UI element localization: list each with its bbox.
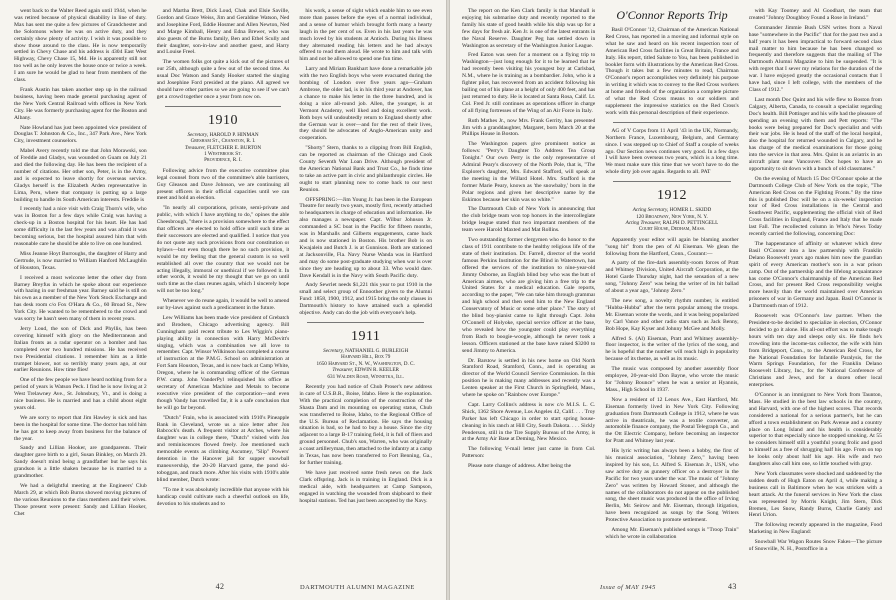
secretary-address: 120 Broadway, New York, N. Y. [636,213,708,220]
paragraph: Mabel Avery recently told me that John Morawski, son of Freddie and Gladys, was wounded on Guam on July 21 and died the following day. He has been the recipient of a number of citations. Her other son, Peter, is in the Army, and is expected to leave shortly for overseas service. Gladys herself is the Elizabeth Arden representative in Lima, Peru, where that company is putting up a large building to handle its South American interests. Freddie is [14,148,147,203]
paragraph: We had a delightful meeting at the Engineers' Club March 29, at which Bob Burns showed moving pictures of the various Reunions to the class members and their wives. Those present were present: Sandy and Lillian Hooker, Chet [14,483,147,517]
paragraph: We are sorry to report that Jim Hawley is sick and has been in the hospital for some time. The doctor has told him he has got to keep away from business for the balance of the year. [14,414,147,442]
paragraph: Dr. Barstow is settled in his new home on Old North Stamford Road, Stamford, Conn., and is operating as director of the World Council Service Commission. In this position he is making many addresses and recently was a Lenten speaker at the First Church in Springfield, Mass., where he spoke on "Rainbow over Europe." [462,357,596,399]
section-1912-paras [605,237,738,541]
left-col-2-top-paras [157,8,290,101]
left-col-1-paras [14,8,147,518]
right-col-1 [462,8,595,574]
paragraph: Commander Jimmie Bush USN writes from a Naval base "somewhere in the Pacific" that for the past two and a half years it has been impractical to forward second class mail matter to him because he has been changed so frequently and therefore suggests that the mailing of The Dartmouth Alumni Magazine to him be suspended. "It is with regret that I sever my relations for the duration of the war. I have enjoyed greatly the occasional contacts that I have had, since I left college, with the members of the Class of 1912." [748,24,882,93]
left-page-number: 42 [215,582,225,591]
class-year-1910: 1910 [208,112,238,128]
paragraph: AG of V Corps from 11 April '43 in the UK, Normandy, Northern France, Luxembourg, Belgium, and Germany since. I was stepped up to Chief of Staff a couple of weeks ago. Our Section news continues very good. In a few days I will have been overseas two years, which is a long time. We must make sure this time that we won't have to do the whole dirty job over again. Regards to all. PAT [605,127,739,176]
paragraph: The women folks got quite a kick out of the pictures of our 25th, although quite a few out of the second time. As usual Doc Watson and Sandy Hooker started the singing and Josephine Ford presided at the piano. All agreed we should have other parties so we are going to see if we can't get a crowd together once a year from now on. [156,59,290,100]
section-divider [307,322,424,323]
paragraph: Andy Sewrlet needs $1,221 this year to put 1910 in the small and select group of Ennoother givers to the Alumni Fund: 1858, 1900, 1912, and 1915 bring the only classes in Dartmouth's history to have attained such a splendid objective. Andy can do the job with everyone's help. [299,282,433,317]
paragraph: The following recently appeared in the magazine, Food Marketing in New England: [748,522,882,536]
right-col-2 [605,8,738,574]
paragraph: went back to the Walter Reed again until 1944, when he was retired because of physical disability in line of duty. Max has sent me quite a few pictures of Grandchester and the Solomons where he was on active duty, and they certainly show plenty of activity. I wish it was possible to show those around to the class. He is now temporarily settled in Chevy Chase and his address is 4304 East West Highway, Chevy Chase 15, Md. He is apparently still not too well as he only leaves the house once or twice a week. I am sure he would be glad to hear from members of the class. [14,8,147,84]
right-page-number: 43 [728,582,737,591]
paragraph: Ruth Mathes Jr., now Mrs. Frank Gerrity, has presented Jim with a granddaughter, Margaret, born March 20 at the Phillips House in Boston. [462,117,596,138]
paragraph: I received a most welcome letter the other day from Barney Breyfus in which he spoke about our experience with hazing in our freshman year. Barney said he is still on his own as a member of the New York Stock Exchange and has desk room c/o Fox O'Hara & Co., 60 Broad St., New York City. He wanted to be remembered to the crowd and was sorry he hasn't seen many of them in recent years. [14,274,147,323]
paragraph: OFFSPRING:—Jim Young Jr. has been in the European Theatre for nearly two years, mostly first, recently attached to headquarters in charge of education and information. He also manages a newspaper. Capt. Wilbur Johnson Jr. commanded a SC boat in the Pacific for fifteen months, was in Marshalls and Gilberts engagements, came back and is now stationed in Boston. His brother Bob is on Kwajalein and Butch J. is at Gunnison. Both are stationed at Jacksonville, Fla. Navy Nurse Wanda was in Hartford and may do some post-graduate studying when war is over since they are heading up to about 33. Who would dare. Dave Kendall is in the Navy with South Pacific duty. [299,196,433,279]
paragraph: A party of the fire-dark assembly-room forces of Pratt and Whitney Division, United Aircraft Corporation, at the Hotel Garde Thursday night, had the sensation of a new song, "Johnny Zero" was being the writer of its hit ballad of about a year ago, "Johnny Zero." [605,260,739,295]
paragraph: "Shorty" Stern, thanks to a clipping from Bill English, can be reported as chairman of the Chicago and Cook County Seventh War Loan Drive. Although president of the American National Bank and Trust Co., he finds time to take an active part in civic and philanthropic circles. He ought to start planning now to come back to our next Reunion. [299,145,433,193]
paragraph: Among Mr. Eiseman's published songs is "Troop Train" which he wrote in collaboration [605,527,739,540]
treasurer-line: Treasurer, FLETCHER E. BURTON [184,144,262,151]
treasurer-address: 1 Westbrook St. [204,151,242,157]
vmail-paras [605,128,738,176]
paragraph: One of the few people we have heard nothing from for a period of years is Watson Peck. I find he is now living at 2 West Trelawney Ave., St. Johnsbury, Vt., and is doing a nice business. He is married and has a child about eight years old. [14,377,147,411]
paragraph: The new song, a novelty rhythm number, is entitled "Hubba-Hubba" after the term popular among the troops. Mr. Eiseman wrote the words, and it was being popularized by Carl Vance and other radio stars such as Jack Benny, Bob Hope, Kay Kyser and Johnny McGee and Molly. [605,298,739,332]
paragraph: New York classmates were shocked and saddened by the sudden death of Hugh Eaton on April 4, while making a business call in Baltimore when he was stricken with a heart attack. At the funeral services in New York the class was represented by Morris Knight, Jim Stern, Dick Bremen, Les Snow, Randy Burns, Charlie Gately and Henri Urion. [748,471,882,519]
article-divider [613,122,730,123]
paragraph: We have just received some fresh news on the Jack Clark offspring. Jack is in training in England. Dick is a medical aide, with headquarters at Camp Sampson, engaged in watching the wounded from shipboard to their hospital stations. Ted has just been accepted by the Navy. [299,469,433,504]
secretary-address: Harvard Hill, Box 79 [340,354,391,361]
paragraph: Jerry Loud, the son of Dick and Phyllis, has been covering himself with glory on the Mediterranean and Italian fronts as a radar operator on a bomber and has completed over two hundred missions. He has received two Presidential citations. I remember him as a little trumpet blower, not so terribly many years ago, at our earlier Reunions. How time flies! [14,325,147,374]
paragraph: Larry and Miriam Bankhart have done a remarkable job with the two English boys who were evacuated during the bombing of London over five years ago—Graham Ambrose, the older lad, is in his third year at Andover, has a chance to make his letter in the three hundred, and is doing a nice all-round job. Allen, the younger, is at Vermont Academy, well liked and doing excellent work. Both boys will undoubtedly return to England shortly after the German war is over—and for the rest of their lives, they should be advocates of Anglo-American unity and cooperation. [299,66,433,142]
left-col-1 [14,8,147,574]
paragraph: and Martha Brett, Dick Loud, Chak and Elsie Saville, Gordon and Grace Weiss, Jim and Geraldine Watson, Ned and Josephine Ford, Eddie Hosmer and Allen Newton, Ned and Marge Kimball, Henry and Edna Brewer, who was also guests of the Burns family, Ben and Ethel Scully and their daughter, son-in-law and another guest, and Harry and Louise Freel. [156,8,290,56]
paragraph: his work, a sense of sight which enable him to see even more than passes before the eyes of a normal individual, and a sense of humor which brought forth many a hearty laugh in the per cent of us. Even in his last years he was much loved by his students at Antioch. During his illness they alternated reading his letters and he had always offered to read them aloud. He wrote to him and talk with him and not be allowed to spend one fun time. [299,8,433,63]
left-col-3-top-paras [299,8,432,317]
right-page [450,0,896,600]
left-col-2 [157,8,290,574]
secretary-address: Gresham St., Cranston, R. I. [190,138,256,145]
treasurer-address: Court House, Dedham, Mass. [638,226,706,233]
treasurer-line: Acting Treasurer, RALPH D. PETTINGELL [625,219,719,226]
paragraph: "Dutch" Frain, who is associated with 1910's Pineapple Bank in Cleveland, wrote us a nice letter after Jon Babcock's death. A frequent visitor at Arches, where his daughter was in college there, "Dutch" visited with Jon and reminiscences flowed freely. Joe mentioned such memorable events as climbing Ascutney, "Slip" Powers' detention in the Hanover jail for supper snowball maneuvership, the 20-20 Harvard game, the pond ski-toboggan, and much more. After his visits with 1910's able blind member, Dutch wrote: [156,414,290,483]
secretary-line: Acting Secretary, HOMER L. SKIDD [632,207,712,214]
right-col-3-paras [749,8,882,553]
section-1911-paras [299,384,432,504]
paragraph: Apparently your editor will again be blaming another "song hit" from the pen of Al Eiseman. We glean the following from the Hartford, Conn., Courant:— [605,236,739,257]
treasurer-city: Providence, R. I. [204,157,242,164]
paragraph: His lyric writing has always been a hobby, the first of his musical association, "Johnny Zero," having been inspired by his son, Lt. Alfred S. Eiseman Jr., USN, who saw active duty as gunnery officer on a destroyer in the Pacific for two years under the war. The music of "Johnny Zero" was written by Howard Stoner, and although the names of the collaborators do not appear on the published song, the sheet music was produced in the office of Irving Berlin, Mr. Seirow and Mr. Eiseman, through litigation, have been recognized as songs by the Song Writers Protective Association to promote settlement. [605,448,739,524]
paragraph: with Kay Toomey and Al Goodhart, the team that created "Johnny Doughboy Found a Rose in Ireland." [748,8,882,21]
paragraph: The Dartmouth Club of New York in announcing that the club bridge team won top honors in the intercollegiate bridge league stated that two important members of the team were Harold Maxted and Mat Rollins. [462,206,596,234]
treasurer-address: 631 Walden Road, Winnetka, Ill. [327,373,404,380]
paragraph: "In nearly all corporations, private, semi-private and public, with which I have anything to do," opines the able Cheesbrough, "there is a provision somewhere to the effect that officers are elected to hold office until such time as their successors are elected and qualified. I notice that you do not quote any such provisions from our constitution or bylaws—but even though there be no such provision, it would be my feeling that the general custom is so well established all over the country that we would not be acting illegally, immoral or unethical if we followed it. In other words, it would be my thought that we go on until such time as the class reunes again, which I sincerely hope will not be too long." [156,205,290,295]
treasurer-line: Treasurer, EDWIN R. KEELER [332,367,399,374]
issue-label: Issue of MAY 1945 [600,584,656,591]
class-year-1912: 1912 [656,188,687,204]
paragraph: Whenever we do reune again, it would be well to amend our by-laws against such a predicament in the future. [156,298,290,312]
paragraph: Nate Howland has just been appointed vice president of Douglas T. Johnston & Co., Inc., 347 Park Ave., New York City, investment counselors. [14,124,147,145]
paragraph: O'Connor is an immigrant to New York from Taunton, Mass. He studied in the best law schools in the country, and Harvard, with one of the highest scores. That records considered a national for a serious partner's, but he can afford a town establishment on Park Avenue and a country place on Long Island and his health is considerably superior to that especially since he stopped smoking. At 55 he considers himself still a youthful young frolic and good to himself as a free of shrugging half his age. From on top he looks only about half his age. His wife and two daughters also call him one, so little touched with gray. [748,392,882,468]
paragraph: Now a resident of 12 Lenox Ave., East Hartford, Mr. Eiseman formerly lived in New York City. Following graduation from Dartmouth College in 1912, where he was active in theatricals, he was a textile converter, an automobile finance company, the Postal Telegraph Co., and the Ott Electric Company, before becoming an inspector for Pratt and Whitney last year. [605,396,739,445]
paragraph: Capt. Larry Collins's address is now c/o M.I.S. L. C. Shick, 1362 Shore Avenue, Los Angeles 42, Calif. . . . Troy Parker has left Chicago in order to start spring house-cleaning in his ranch at Hill City, South Dakota. . . . Sickly Penderson, still in the Tire Supply Bureau of the Army, is at the Army Air Base at Deming, New Mexico. [462,401,596,443]
paragraph: Lew Williams has been made vice president of Grebatch and Brodsen, Chicago advertising agency. Bill Cunningham paid recent tribute to Les Wiggin's piano-playing ability in connection with Harry McDevitt's singing, which was a combination we all love to remember. Capt. Winsor Wilkinson has completed a course of instruction at the P.M.G. School on administration at Fort Sam Houston, Texas, and is now back at Camp White, Oregon, where he is commanding officer of the German P.W. camp. John VanderPyl relinquished his office as secretary of American Machine and Metals to become executive vice president of the corporation—and even though Vandy has travelled far, it is a safe conclusion that he will go far beyond. [156,314,290,411]
paragraph: The music was composed by another assembly floor employee, 20-year-old Don Bayne, who wrote the music for "Johnny Bounce" when he was a senior at Hyannis, Mass., High School in 1937. [605,366,739,393]
secretary-line: Secretary, NATHANIEL G. BURLEIGH [323,347,409,354]
left-page [0,0,446,600]
secretary-city: 1650 Harvard St., N. W., Washington, D. C. [316,360,415,367]
paragraph: Miss Jeanne Hoyt Burroughs, the daughter of Harry and Gertrude, is now married to William Hanford McLaughlin of Houston, Texas. [14,250,147,271]
paragraph: Sandy and Lillian Hooker, are grandparents. Their daughter gave birth to a girl, Susan Binkley, on March 29. Sandy doesn't mind being a grandfather but he says his grandson is a little shaken because he is married to a grandmother. [14,445,147,480]
section-1910-paras [157,168,290,508]
magazine-name: DARTMOUTH ALUMNI MAGAZINE [300,584,415,591]
right-col-3 [749,8,882,574]
paragraph: Frank Austin has taken another step up in the railroad business, having been made general purchasing agent of the New York Central Railroad with offices in New York City. He was formerly purchasing agent for the Boston and Albany. [14,86,147,121]
paragraph: Recently you had notice of Chub Proser's new address in care of U.S.B.R., Boise, Idaho. Here is the explanation. With the practical completion of the construction of the Shasta Dam and its mounting on operating status, Chub was transferred to Boise, Idaho, to the Regional Office of the U.S. Bureau of Reclamation. He says the housing situation is bad, so he had to buy a house. Since the city adjacent to a large B-17 training field, it is full of fliers and ground personnel. Chub's son, Warren, who was originally a coast artilleryman, then attached to the infantry at a camp in Texas, has now been transferred to Fort Benning, Ga., for further training. [299,384,433,466]
paragraph: Alfred S. (Al) Eiseman, Pratt and Whitney assembly-floor inspector, is the writer of the lyrics of the song, and he is hopeful that the number will reach high in popularity because of its theme, as well as its music. [605,335,739,363]
paragraph: Two outstanding former clergymen who do honor to the class of 1911 contribute to the healthy religious life of the state of their institution. Dr. Farrell, director of the world famous Perkins Institution for the Blind in Watertown, has offered the services of the institution to nine-year-old Jimmy Osborne, an English blind boy who was the butt of American airmen, who are giving him a free trip to the United States for a medical education. Gale reports, according to the paper, "We can take him through grammar and high school and then send him to the New England Conservatory of Music or some other place." The story of the blind boy-pianist came to light through Capt. John O'Connell of Holyoke, special service officer at the base, who revealed how the youngster could play everything from Bach to boogie-woogie, although he never took a lesson. Officers stationed at the base have raised $3200 to send Jimmy to America. [462,237,596,354]
section-divider [613,181,730,182]
paragraph: Roosevelt was O'Connor's law partner. When the President-to-be decided to specialize in election, O'Connor decided to go it alone. His all-out effort was to make tough hours with ten day and sleeps only six. He finds he's crowding into the income-tax collector, the wife with him from Bridgeport, Conn., to the American Red Cross, for the National Foundation for Infantile Paralysis, for the Warm Springs Foundation, for the Franklin Delano Roosevelt Library, Inc., for the National Conference of Christians and Jews, and for a dozen other local enterprises. [748,313,882,389]
paragraph: Fred Eaton was seen for a moment on a flying trip to Washington—just long enough for it to be learned that he had recently been visiting his youngest boy at Carlsbad, N.M., where he is training as a bombardier. John, who is a fighter pilot, has recovered from an accident following his bailing out of his plane at a height of only 400 feet, and has just returned to duty. He is located at Santa Rosa, Calif. Lt. Col. Fred Jr. still continues as operations officer in charge of all flying fortresses of the Wing of an Air Force in Italy. [462,52,596,114]
paragraph: The following V-mail letter just came in from Col. Patterson: [462,446,596,460]
paragraph: The report on the Ken Clark family is that Marshall is enjoying his submarine duty and recently reported to the family his state of good health while his ship was up for a few days for fresh air. Ken Jr. is one of the latest entrants in the Naval Reserve. Daughter Peg has settled down in Washington as secretary of the Washington Junior League. [462,8,596,49]
article-title: O'Connor Reports Trip [616,8,728,22]
paragraph: I recently had a nice visit with Craig Thorn's wife, who was in Boston for a few days while Craig was having a check-up in a Boston hospital for his heart. He has had some difficulty in the last few years and was afraid it was becoming serious, but the hospital assured him that with reasonable care he should be able to live on one hundred. [14,206,147,247]
left-col-3 [299,8,432,574]
paragraph: Following advice from the executive committee plus legal counsel from two of the committee's able barristers, Guy Gleason and Dave Johnson, we are continuing all present officers in their official capacities until we can meet and hold an election. [156,167,290,202]
section-divider [165,106,282,107]
paragraph: On the evening of March 15 Doc O'Connor spoke at the Dartmouth College Club of New York on the topic, "The American Red Cross on the Fighting Fronts." By the time this is published Doc will be on a six-weeks' inspection tour of Red Cross installations in the Central and Southwest Pacific, supplementing the official visit of Red Cross facilities in England, France and Italy that he made last Fall. The recollected column in Who's News Today recently carried the following, concerning Doc: [748,175,882,238]
right-col-1-paras [462,8,595,470]
paragraph: Basil O'Connor '12, Chairman of the American National Red Cross, has reported in a moving and informal style on what he saw and heard on his recent inspection tour of American Red Cross facilities in Great Britain, France and Italy. His report, titled Salute to You, has been published in booklet form with illustrations by the American Red Cross. Though it takes but a few minutes to read, Chairman O'Connor's report accomplishes very definitely his purpose in writing it which was to convey to the Red Cross workers at home and friends of the organization a complete picture of what the Red Cross means to our soldiers and supplement the impressive statistics on the Red Cross's work with this personal description of their experience. [605,27,739,116]
paragraph: Snowball War Wagon Routes Snow Fakes—The picture of Snowville, N. H., Postoffice in a [748,539,882,553]
paragraph: Last month Doc Quint and his wife flew to Boston from Calgary, Alberta, Canada, to consult a specialist regarding Doc's health. Bill Pottinger and his wife had the pleasure of spending an evening with them and Pett reports: "The books were being prepared for Doc's specialist and with their war jobs. He is head of the staff of the local hospital, also the hospital for returned wounded in Calgary, and he has charge of the medical examinations for those going into the service in that area. Mrs. Quint is an aviatrix in an aircraft plant near Vancouver. Doc hopes to have an opportunity to sit down with a bunch of old classmates." [748,96,882,172]
paragraph: Please note change of address. After being the [468,463,572,470]
paragraph: "To me it was absolutely incredible that anyone with his handicap could cultivate such a cheerful outlook on life, devotion to his students and to [156,486,290,507]
article-paras [605,27,738,117]
class-year-1911: 1911 [350,328,381,344]
secretary-line: Secretary, HAROLD P. HINMAN [187,131,259,138]
paragraph: The happenstance of affinity or whatever which drew Basil O'Connor into a law partnership with Franklin Delano Roosevelt years ago makes him now the guardian spirit of every American mother's son in a war prison camp. Out of the partnership and the lifelong acquaintance has come O'Connor's chairmanship of the American Red Cross, and for present Red Cross responsibility weighs more heavily than the world maintained over American prisoners of war in Germany and Japan. Basil O'Connor is a Dartmouth man of 1912. [748,241,882,310]
paragraph: The Washington papers give prominent notice as follows: "Perry's Daughter To Address Tea Group Tonight." Our own Perry is the only representative of Admiral Peary's discovery of the North Pole, that is, "The Explorer's daughter, Mrs. Edward Stafford, will speak at the meeting in the Willard Hotel. Mrs. Stafford is the former Marie Peary, known as 'the snowbaby,' born in the Polar regions and given her descriptive name by the Eskimos because her skin was so white." [462,141,596,203]
